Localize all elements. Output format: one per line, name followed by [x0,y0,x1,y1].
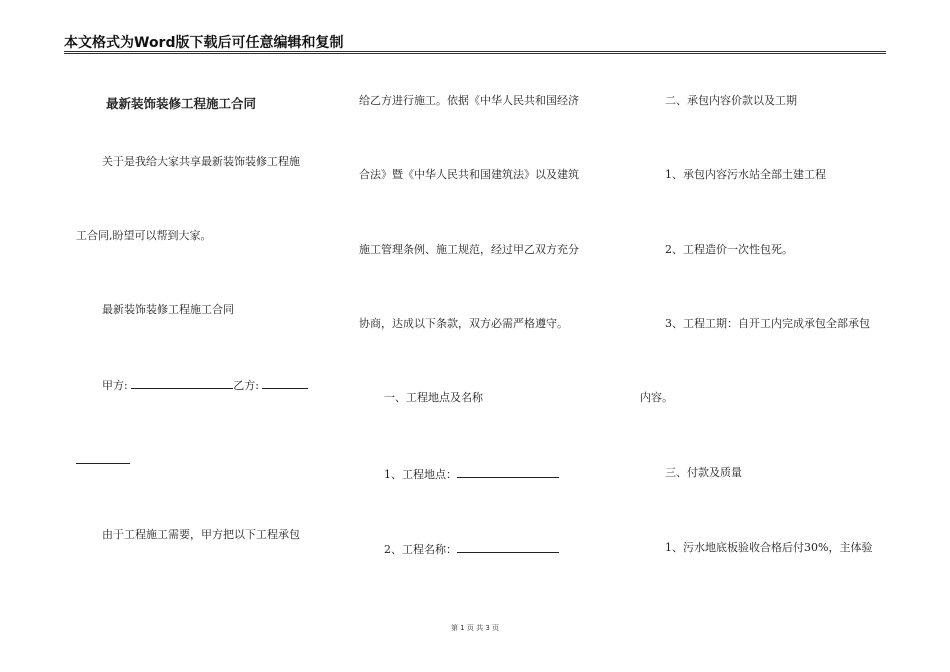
col2-line-1: 给乙方进行施工。依据《中华人民共和国经济 [359,94,579,107]
header-rule-bottom [64,53,886,54]
col2-line-4: 协商，达成以下条款，双方必需严格遵守。 [359,317,568,330]
col3-line-2: 1、承包内容污水站全部土建工程 [665,168,826,181]
site-location-line [384,466,559,482]
col2-line-3: 施工管理条例、施工规范，经过甲乙双方充分 [359,243,579,256]
section-heading-3: 三、付款及质量 [665,466,742,479]
col1-line-1: 关于是我给大家共享最新装饰装修工程施 [102,155,300,168]
site-location-blank [457,466,559,478]
party-b-blank [262,377,308,389]
header-rule-top [64,51,886,52]
col1-line-2: 工合同,盼望可以帮到大家。 [76,229,212,242]
col3-line-7: 1、污水地底板验收合格后付30%，主体验 [665,541,873,554]
col3-line-4: 3、工程工期：自开工内完成承包全部承包 [665,317,870,330]
col1-line-3: 最新装饰装修工程施工合同 [102,303,234,316]
project-name-line [384,541,559,557]
party-a-label: 甲方: [102,379,128,392]
party-b-label: 乙方: [233,379,259,392]
project-name-label: 2、工程名称： [384,543,457,556]
party-a-blank [131,377,233,389]
col3-line-3: 2、工程造价一次性包死。 [665,243,793,256]
page-footer: 第 1 页 共 3 页 [450,624,500,632]
party-line [102,377,308,393]
party-b-blank-continued [76,463,130,464]
section-heading-2: 二、承包内容价款以及工期 [665,94,797,107]
contract-title: 最新装饰装修工程施工合同 [106,96,257,111]
site-location-label: 1、工程地点： [384,468,457,481]
document-header: 本文格式为Word版下载后可任意编辑和复制 [64,35,344,51]
col3-line-5: 内容。 [640,391,673,404]
col2-line-2: 合法》暨《中华人民共和国建筑法》以及建筑 [359,168,579,181]
project-name-blank [457,541,559,553]
section-heading-1: 一、工程地点及名称 [384,391,483,404]
col1-line-6: 由于工程施工需要，甲方把以下工程承包 [102,528,300,541]
